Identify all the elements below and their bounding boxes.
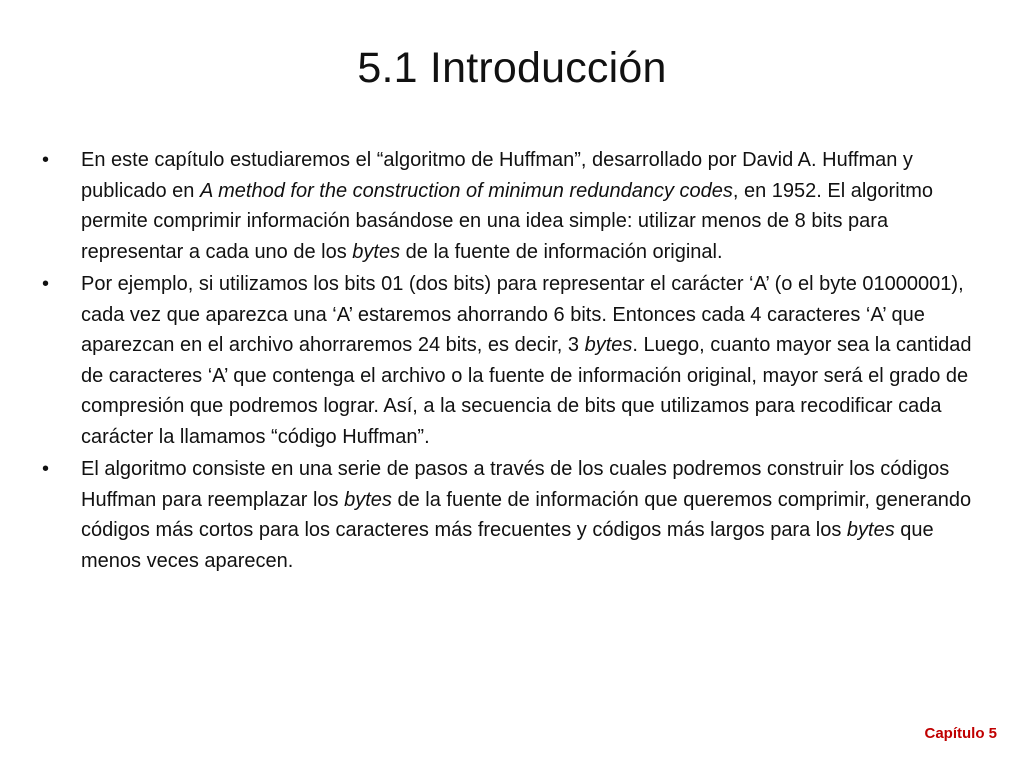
text-run-italic-bytes: bytes (584, 334, 633, 356)
bullet-dot-icon: • (42, 458, 50, 480)
text-run: En este capítulo estudiaremos el “algoritmo de Huffman”, desarrollado por David A. Huffman y publicado en (81, 149, 913, 202)
text-run-italic-bytes: bytes (352, 240, 401, 263)
text-run: . Luego, cuanto mayor sea la cantidad de caracteres ‘A’ que contenga el archivo o la fuente de información original, mayor será el grado de compresión que podremos lograr. Así, a la secuencia de bits que utilizamos para recodificar cada carácter la llamamos “código Huffman”. (81, 334, 972, 448)
slide-title: 5.1 Introducción (357, 44, 667, 92)
bullet-dot-icon: • (42, 273, 50, 295)
text-run: , en 1952. El algoritmo permite comprimir información basándose en una idea simple: utilizar menos de 8 bits para representar a cada uno de los (81, 179, 933, 263)
text-run-italic-bytes: bytes (344, 488, 392, 511)
text-run: El algoritmo consiste en una serie de pasos a través de los cuales podremos construir los códigos Huffman para reemplazar los (81, 458, 950, 511)
bullet-text (81, 273, 972, 448)
text-run: de la fuente de información original. (400, 240, 723, 263)
text-run: Por ejemplo, si utilizamos los bits 01 (dos bits) para representar el carácter ‘A’ (o el byte 01000001), cada vez que aparezca una ‘A’ estaremos ahorrando 6 bits. Entonces cada 4 caracteres ‘A’ que aparezcan en el archivo ahorraremos 24 bits, es decir, 3 (81, 273, 964, 356)
bullet-text (81, 149, 933, 263)
text-run-italic-bytes: bytes (846, 519, 895, 541)
bullet-item-huffman-intro (40, 145, 980, 267)
text-run: de la fuente de información que queremos comprimir, generando códigos más cortos para los caracteres más frecuentes y códigos más largos para los (81, 488, 972, 541)
bullet-dot-icon: • (42, 149, 50, 171)
footer-chapter-label: Capítulo 5 (924, 725, 997, 742)
text-run: que menos veces aparecen. (81, 519, 934, 572)
text-run-italic-paper-title: A method for the construction of minimun redundancy codes (199, 179, 733, 202)
bullet-item-algorithm-steps (40, 454, 980, 576)
bullet-list (40, 145, 980, 578)
bullet-item-example (40, 269, 980, 452)
bullet-text (81, 458, 971, 572)
